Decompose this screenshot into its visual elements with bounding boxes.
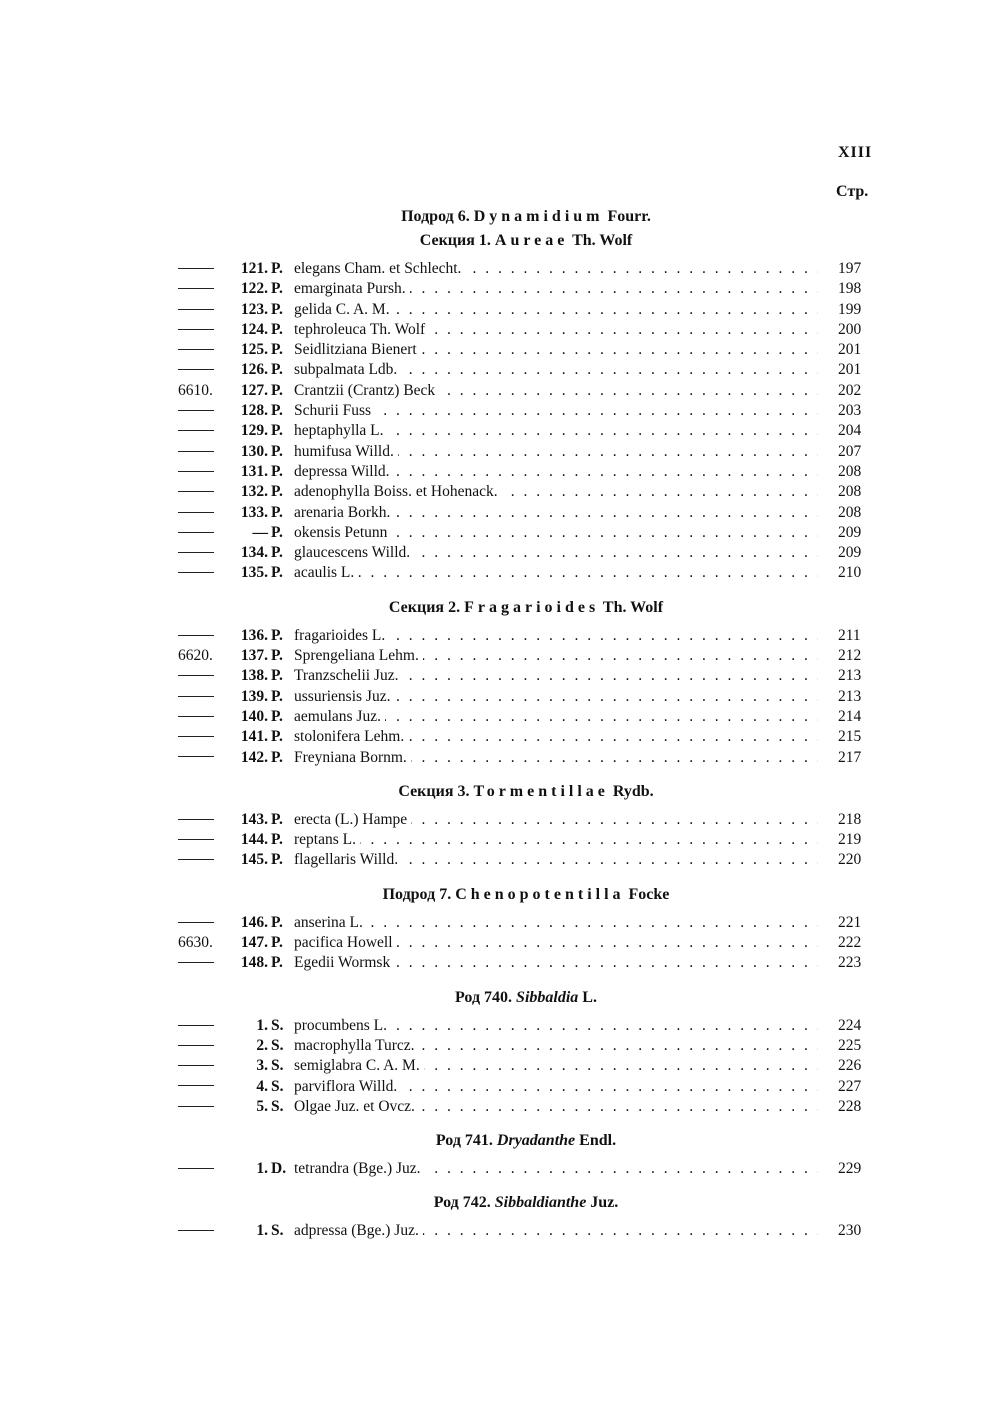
entry-marker xyxy=(178,563,222,583)
entry-genus: P. xyxy=(271,341,283,359)
entry-number: 131. xyxy=(240,462,268,480)
entry-genus: S. xyxy=(271,1222,284,1240)
page-number: XIII xyxy=(838,144,873,161)
entry-genus: P. xyxy=(271,260,283,277)
entry-number: 121. xyxy=(240,260,268,277)
entry-page: 221 xyxy=(838,913,862,931)
entry-marker xyxy=(178,360,222,380)
toc-section xyxy=(0,205,1000,584)
toc-entry xyxy=(0,360,1000,380)
entry-genus: S. xyxy=(271,1097,284,1115)
entry-marker: 6610. xyxy=(178,381,213,399)
section-heading: Секция 1. Aureae Th. Wolf xyxy=(419,232,633,249)
entry-page: 212 xyxy=(838,647,862,665)
toc-entry xyxy=(0,1159,1000,1179)
toc-entry xyxy=(0,953,1000,973)
entry-genus: S. xyxy=(271,1036,284,1054)
entry-page: 230 xyxy=(838,1222,862,1240)
entry-number: 5. xyxy=(256,1097,268,1115)
entry-number: 142. xyxy=(240,748,268,766)
entry-page: 208 xyxy=(838,483,862,501)
entry-genus: P. xyxy=(271,422,283,440)
entry-page: 208 xyxy=(838,462,862,480)
entry-marker xyxy=(178,259,222,279)
entry-page: 209 xyxy=(838,544,862,562)
entry-page: 198 xyxy=(838,280,862,298)
toc-entry xyxy=(0,401,1000,421)
entry-page: 227 xyxy=(838,1077,862,1095)
entry-marker xyxy=(178,1036,222,1056)
entry-page: 224 xyxy=(838,1016,862,1034)
entry-species-name: pacifica Howell . . . xyxy=(294,933,818,953)
entry-species-name: emarginata Pursh. . . . xyxy=(294,279,818,299)
entry-genus: P. xyxy=(271,280,283,298)
entry-page: 215 xyxy=(838,728,862,746)
entry-species-name: reptans L. . . . xyxy=(294,830,818,850)
entry-genus: P. xyxy=(271,954,283,972)
entry-marker xyxy=(178,340,222,360)
entry-number: 126. xyxy=(240,361,268,379)
toc-entry xyxy=(0,421,1000,441)
entry-number: 1. xyxy=(256,1160,268,1178)
entry-marker: 6630. xyxy=(178,934,213,952)
toc-entry xyxy=(0,748,1000,768)
section-heading: Подрод 7. Chenopotentilla Focke xyxy=(382,885,670,903)
entry-page: 200 xyxy=(838,320,862,338)
toc-entry xyxy=(0,482,1000,502)
entry-marker xyxy=(178,850,222,870)
entry-genus: P. xyxy=(271,687,283,705)
entry-number: 4. xyxy=(256,1077,268,1095)
entry-species-name: Tranzschelii Juz. . . . xyxy=(294,666,818,686)
entry-genus: P. xyxy=(271,851,283,869)
entry-number: 137. xyxy=(240,647,268,665)
toc-entry xyxy=(0,1036,1000,1056)
entry-marker xyxy=(178,626,222,646)
entry-marker xyxy=(178,482,222,502)
entry-genus: P. xyxy=(271,831,283,849)
section-heading: Род 741. Dryadanthe Endl. xyxy=(435,1132,617,1150)
entry-species-name: heptaphylla L. . . . xyxy=(294,421,818,441)
toc-entry xyxy=(0,503,1000,523)
toc-entry xyxy=(0,646,1000,666)
entry-marker xyxy=(178,707,222,727)
toc-entry xyxy=(0,626,1000,646)
entry-page: 207 xyxy=(838,442,862,460)
entry-species-name: Sprengeliana Lehm. . . . xyxy=(294,646,818,666)
toc-section xyxy=(0,780,1000,871)
entry-genus: S. xyxy=(271,1057,284,1075)
toc-entry xyxy=(0,1221,1000,1241)
section-heading: Секция 2. Fragarioides Th. Wolf xyxy=(388,598,664,616)
entry-number: 130. xyxy=(240,442,268,460)
entry-genus: P. xyxy=(271,913,283,931)
entry-genus: P. xyxy=(271,381,283,399)
entry-species-name: aemulans Juz. . . . xyxy=(294,707,818,727)
toc-entry xyxy=(0,279,1000,299)
toc-entry xyxy=(0,687,1000,707)
entry-page: 214 xyxy=(838,707,862,725)
entry-genus: S. xyxy=(271,1016,284,1034)
entry-species-name: erecta (L.) Hampe . . . xyxy=(294,810,818,830)
entry-page: 229 xyxy=(838,1160,862,1178)
section-heading: Подрод 6. Dynamidium Fourr. xyxy=(401,208,651,225)
toc-entry xyxy=(0,300,1000,320)
entry-page: 210 xyxy=(838,564,862,582)
toc-entry xyxy=(0,442,1000,462)
entry-page: 209 xyxy=(838,523,862,541)
toc-entry xyxy=(0,381,1000,401)
entry-marker xyxy=(178,523,222,543)
toc-entry xyxy=(0,707,1000,727)
entry-number: 148. xyxy=(240,954,268,972)
entry-page: 217 xyxy=(838,748,862,766)
entry-species-name: Egedii Wormsk . . . xyxy=(294,953,818,973)
section-heading: Секция 3. Tormentillae Rydb. xyxy=(398,782,654,800)
entry-number: 129. xyxy=(240,422,268,440)
entry-page: 226 xyxy=(838,1057,862,1075)
entry-genus: P. xyxy=(271,748,283,766)
entry-species-name: glaucescens Willd. . . . xyxy=(294,543,818,563)
toc-section xyxy=(0,1191,1000,1241)
toc-entry xyxy=(0,1056,1000,1076)
entry-page: 208 xyxy=(838,503,862,521)
entry-genus: D. xyxy=(271,1160,287,1178)
entry-marker xyxy=(178,462,222,482)
entry-page: 218 xyxy=(838,810,862,828)
entry-page: 219 xyxy=(838,831,862,849)
entry-species-name: depressa Willd. . . . xyxy=(294,462,818,482)
entry-species-name: subpalmata Ldb. . . . xyxy=(294,360,818,380)
entry-number: 1. xyxy=(256,1222,268,1240)
entry-species-name: macrophylla Turcz. . . . xyxy=(294,1036,818,1056)
entry-marker xyxy=(178,953,222,973)
entry-page: 203 xyxy=(838,402,862,420)
entry-number: 138. xyxy=(240,667,268,685)
toc-entry xyxy=(0,727,1000,747)
entry-marker xyxy=(178,421,222,441)
entry-genus: P. xyxy=(271,544,283,562)
entry-genus: P. xyxy=(271,626,283,644)
entry-page: 199 xyxy=(838,300,862,318)
entry-genus: P. xyxy=(271,462,283,480)
entry-genus: P. xyxy=(271,647,283,665)
toc-entry xyxy=(0,563,1000,583)
section-heading: Род 740. Sibbaldia L. xyxy=(455,988,597,1006)
entry-marker xyxy=(178,1097,222,1117)
entry-marker xyxy=(178,666,222,686)
toc-section xyxy=(0,1129,1000,1179)
entry-genus: P. xyxy=(271,361,283,379)
section-heading: Род 742. Sibbaldianthe Juz. xyxy=(433,1194,619,1212)
entry-species-name: humifusa Willd. . . . xyxy=(294,442,818,462)
toc-entry xyxy=(0,340,1000,360)
entry-marker: 6620. xyxy=(178,647,213,665)
toc-entry xyxy=(0,320,1000,340)
entry-species-name: Schurii Fuss . . . xyxy=(294,401,818,421)
toc-entry xyxy=(0,1097,1000,1117)
entry-genus: P. xyxy=(271,503,283,521)
entry-species-name: ussuriensis Juz. . . . xyxy=(294,687,818,707)
entry-genus: P. xyxy=(271,402,283,420)
toc-section xyxy=(0,883,1000,974)
entry-marker xyxy=(178,401,222,421)
entry-page: 223 xyxy=(838,954,862,972)
entry-number: 125. xyxy=(240,341,268,359)
entry-genus: P. xyxy=(271,523,283,541)
entry-page: 197 xyxy=(838,260,862,277)
entry-marker xyxy=(178,543,222,563)
entry-number: 133. xyxy=(240,503,268,521)
entry-number: 147. xyxy=(240,934,268,952)
entry-number: 135. xyxy=(240,564,268,582)
entry-genus: P. xyxy=(271,442,283,460)
toc-entry xyxy=(0,543,1000,563)
entry-genus: P. xyxy=(271,300,283,318)
entry-marker xyxy=(178,748,222,768)
entry-marker xyxy=(178,1221,222,1241)
entry-species-name: stolonifera Lehm. . . . xyxy=(294,727,818,747)
entry-marker xyxy=(178,913,222,933)
entry-page: 213 xyxy=(838,667,862,685)
entry-species-name: elegans Cham. et Schlecht. . . . xyxy=(294,259,818,279)
toc-entry xyxy=(0,830,1000,850)
entry-page: 222 xyxy=(838,934,862,952)
entry-page: 201 xyxy=(838,361,862,379)
entry-genus: P. xyxy=(271,707,283,725)
entry-number: 134. xyxy=(240,544,268,562)
entry-number: 143. xyxy=(240,810,268,828)
entry-marker xyxy=(178,727,222,747)
entry-species-name: parviflora Willd. . . . xyxy=(294,1077,818,1097)
entry-marker xyxy=(178,810,222,830)
entry-number: 123. xyxy=(240,300,268,318)
entry-number: 139. xyxy=(240,687,268,705)
entry-marker xyxy=(178,687,222,707)
entry-number: 2. xyxy=(256,1036,268,1054)
entry-number: 3. xyxy=(256,1057,268,1075)
entry-number: 144. xyxy=(240,831,268,849)
entry-number: 127. xyxy=(240,381,268,399)
entry-species-name: procumbens L. . . . xyxy=(294,1016,818,1036)
entry-marker xyxy=(178,279,222,299)
entry-species-name: semiglabra C. A. M. . . . xyxy=(294,1056,818,1076)
toc-entry xyxy=(0,850,1000,870)
entry-page: 201 xyxy=(838,341,862,359)
entry-species-name: Freyniana Bornm. . . . xyxy=(294,748,818,768)
toc-entry xyxy=(0,913,1000,933)
toc-entry xyxy=(0,933,1000,953)
entry-species-name: adenophylla Boiss. et Hohenack. . . . xyxy=(294,482,818,502)
entry-number: 136. xyxy=(240,626,268,644)
entry-marker xyxy=(178,503,222,523)
entry-number: 132. xyxy=(240,483,268,501)
entry-species-name: flagellaris Willd. . . . xyxy=(294,850,818,870)
entry-species-name: tetrandra (Bge.) Juz. . . . xyxy=(294,1159,818,1179)
entry-marker xyxy=(178,1056,222,1076)
entry-number: — xyxy=(252,523,268,541)
entry-marker xyxy=(178,300,222,320)
entry-page: 225 xyxy=(838,1036,862,1054)
entry-species-name: Crantzii (Crantz) Beck . . . xyxy=(294,381,818,401)
entry-marker xyxy=(178,1016,222,1036)
toc-section xyxy=(0,596,1000,768)
entry-marker xyxy=(178,442,222,462)
toc-entry xyxy=(0,1077,1000,1097)
entry-number: 124. xyxy=(240,320,268,338)
entry-species-name: okensis Petunn . . . xyxy=(294,523,818,543)
entry-genus: P. xyxy=(271,320,283,338)
table-of-contents xyxy=(0,205,1000,1254)
entry-page: 202 xyxy=(838,381,862,399)
toc-section xyxy=(0,986,1000,1117)
entry-number: 1. xyxy=(256,1016,268,1034)
entry-page: 211 xyxy=(838,626,861,644)
entry-marker xyxy=(178,1077,222,1097)
toc-entry xyxy=(0,810,1000,830)
entry-genus: P. xyxy=(271,483,283,501)
entry-species-name: arenaria Borkh. . . . xyxy=(294,503,818,523)
toc-entry xyxy=(0,259,1000,279)
entry-species-name: adpressa (Bge.) Juz. . . . xyxy=(294,1221,818,1241)
entry-species-name: fragarioides L. . . . xyxy=(294,626,818,646)
entry-page: 228 xyxy=(838,1097,862,1115)
page-column-label: Стр. xyxy=(836,183,869,200)
toc-entry xyxy=(0,462,1000,482)
entry-species-name: acaulis L. . . . xyxy=(294,563,818,583)
entry-species-name: gelida C. A. M. . . . xyxy=(294,300,818,320)
entry-number: 146. xyxy=(240,913,268,931)
entry-number: 145. xyxy=(240,851,268,869)
entry-genus: P. xyxy=(271,810,283,828)
entry-species-name: Olgae Juz. et Ovcz. . . . xyxy=(294,1097,818,1117)
toc-entry xyxy=(0,523,1000,543)
entry-number: 140. xyxy=(240,707,268,725)
entry-number: 128. xyxy=(240,402,268,420)
entry-genus: P. xyxy=(271,728,283,746)
entry-page: 204 xyxy=(838,422,862,440)
entry-number: 122. xyxy=(240,280,268,298)
entry-page: 220 xyxy=(838,851,862,869)
entry-species-name: Seidlitziana Bienert . . . xyxy=(294,340,818,360)
entry-genus: P. xyxy=(271,934,283,952)
entry-genus: P. xyxy=(271,667,283,685)
entry-species-name: anserina L. . . . xyxy=(294,913,818,933)
entry-genus: P. xyxy=(271,564,283,582)
entry-species-name: tephroleuca Th. Wolf . . . xyxy=(294,320,818,340)
toc-entry xyxy=(0,666,1000,686)
entry-page: 213 xyxy=(838,687,862,705)
entry-marker xyxy=(178,830,222,850)
entry-number: 141. xyxy=(240,728,268,746)
entry-marker xyxy=(178,1159,222,1179)
toc-entry xyxy=(0,1016,1000,1036)
entry-marker xyxy=(178,320,222,340)
entry-genus: S. xyxy=(271,1077,284,1095)
